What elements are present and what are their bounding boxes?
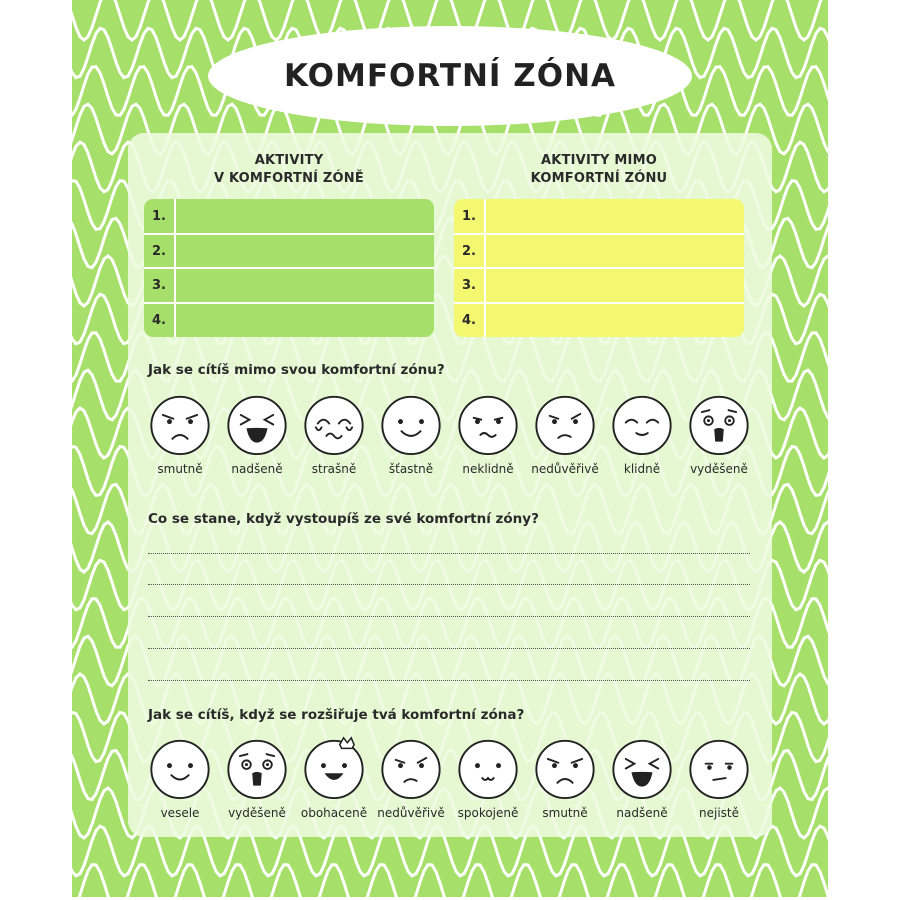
emotion-label: nejistě [699, 806, 739, 820]
list-item[interactable] [454, 234, 744, 269]
happy-face-icon [374, 392, 448, 456]
laughing-face-icon [605, 736, 679, 800]
list-separator [454, 302, 744, 304]
list-item-number: 3. [152, 278, 166, 293]
emotion-option[interactable] [528, 736, 602, 820]
column-heading-inside [144, 152, 434, 188]
column-heading-line: KOMFORTNÍ ZÓNU [530, 171, 668, 186]
emotion-label: nadšeně [616, 806, 668, 820]
emotion-option[interactable] [682, 736, 756, 820]
answer-line[interactable] [148, 584, 750, 585]
emotion-label: klidně [623, 462, 661, 476]
emotion-option[interactable] [374, 392, 448, 476]
title-banner [208, 26, 692, 126]
emotion-label: vyděšeně [690, 462, 748, 476]
list-item[interactable] [144, 234, 434, 269]
list-separator [454, 233, 744, 235]
emotion-option[interactable] [297, 392, 371, 476]
question-what-happens: Co se stane, když vystoupíš ze své komfortní zóny? [148, 511, 539, 527]
question-feelings-expanding: Jak se cítíš, když se rozšiřuje tvá komfortní zóna? [148, 707, 525, 723]
sad-face-icon [143, 392, 217, 456]
column-heading-line: AKTIVITY [254, 153, 324, 168]
list-item-number: 4. [462, 312, 476, 328]
emotion-option[interactable] [220, 736, 294, 820]
emotion-option[interactable] [143, 392, 217, 476]
emotion-label: obohaceně [300, 806, 368, 820]
list-item[interactable] [454, 199, 744, 234]
answer-line[interactable] [148, 680, 750, 681]
emotion-option[interactable] [451, 736, 525, 820]
emotion-label: vyděšeně [228, 806, 286, 820]
uneasy-face-icon [451, 392, 525, 456]
emotion-label: vesele [160, 806, 200, 820]
emotion-label: smutně [542, 806, 588, 820]
emotion-label: strašně [311, 462, 357, 476]
emotion-option[interactable] [297, 736, 371, 820]
list-item-number: 2. [152, 243, 166, 259]
column-heading-line: AKTIVITY MIMO [541, 153, 657, 168]
emotion-label: neklidně [462, 462, 514, 476]
emotion-option[interactable] [682, 392, 756, 476]
scared-face-icon [682, 392, 756, 456]
emotion-label: spokojeně [457, 806, 519, 820]
list-separator [144, 267, 434, 269]
emotion-option[interactable] [451, 392, 525, 476]
unsure-face-icon [682, 736, 756, 800]
content-face-icon [451, 736, 525, 800]
question-feelings-outside: Jak se cítíš mimo svou komfortní zónu? [148, 362, 445, 378]
column-heading-outside [454, 152, 744, 188]
list-item-number: 1. [152, 209, 166, 224]
emotion-label: smutně [157, 462, 203, 476]
emotion-label: šťastně [388, 462, 434, 476]
emotion-label: nadšeně [231, 462, 283, 476]
laughing-face-icon [220, 392, 294, 456]
list-item[interactable] [144, 268, 434, 303]
calm-face-icon [605, 392, 679, 456]
emotion-label: nedůvěřivě [377, 806, 445, 820]
sad-face-icon [528, 736, 602, 800]
list-item[interactable] [454, 268, 744, 303]
emotion-label: nedůvěřivě [531, 462, 599, 476]
activities-inside-list [144, 199, 434, 337]
emotion-option[interactable] [374, 736, 448, 820]
list-item-number: 3. [462, 278, 476, 293]
list-item-number: 2. [462, 243, 476, 259]
cheerful-face-icon [143, 736, 217, 800]
emotion-option[interactable] [220, 392, 294, 476]
crowned-face-icon [297, 736, 371, 800]
distrustful-face-icon [528, 392, 602, 456]
column-heading-line: V KOMFORTNÍ ZÓNĚ [214, 171, 364, 186]
emotion-option[interactable] [605, 392, 679, 476]
wave-line [72, 865, 828, 897]
list-separator [454, 267, 744, 269]
list-item-number: 1. [462, 209, 476, 224]
emotion-row-outside [148, 392, 758, 482]
list-item[interactable] [144, 199, 434, 234]
emotion-row-expanding [148, 736, 758, 826]
answer-line[interactable] [148, 648, 750, 649]
list-item-number: 4. [152, 312, 166, 328]
scared-face-icon [220, 736, 294, 800]
worksheet [72, 0, 828, 897]
emotion-option[interactable] [528, 392, 602, 476]
answer-line[interactable] [148, 616, 750, 617]
emotion-option[interactable] [605, 736, 679, 820]
list-item[interactable] [144, 303, 434, 338]
list-item[interactable] [454, 303, 744, 338]
list-separator [144, 233, 434, 235]
awful-face-icon [297, 392, 371, 456]
answer-line[interactable] [148, 553, 750, 554]
list-separator [144, 302, 434, 304]
emotion-option[interactable] [143, 736, 217, 820]
page-title: KOMFORTNÍ ZÓNA [283, 58, 617, 94]
content-panel [128, 133, 772, 837]
distrustful-face-icon [374, 736, 448, 800]
activities-outside-list [454, 199, 744, 337]
